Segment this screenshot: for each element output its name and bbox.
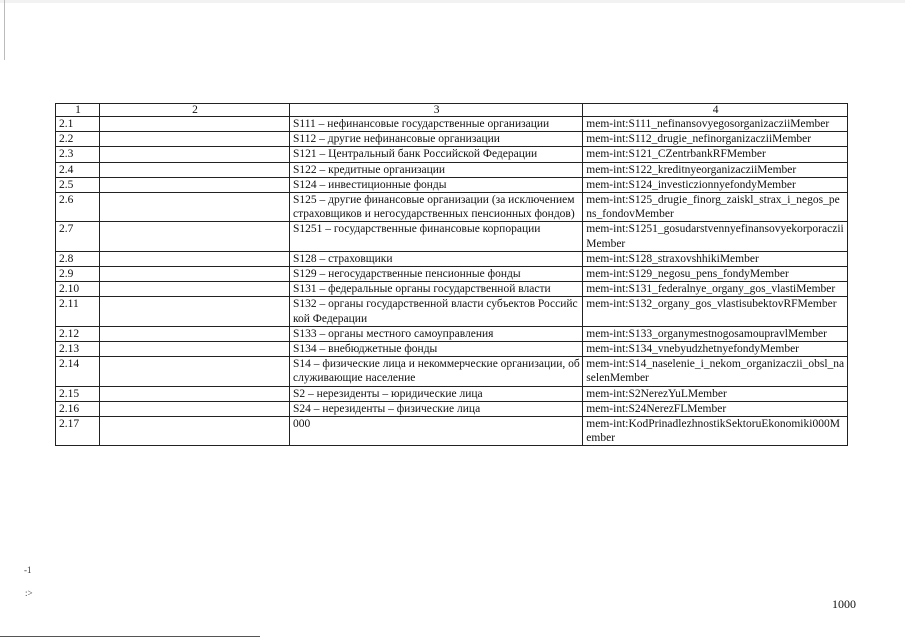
table-row: [56, 386, 848, 401]
col2-cell: [99, 417, 289, 446]
member-code-cell: mem-int:S2NerezYuLMember: [583, 386, 848, 401]
sector-name-cell: S128 – страховщики: [290, 251, 583, 266]
table-row: [56, 267, 848, 282]
col2-cell: [99, 132, 289, 147]
header-row: [56, 104, 848, 117]
col2-cell: [99, 357, 289, 386]
member-code-cell: mem-int:S131_federalnye_organy_gos_vlastiMember: [583, 282, 848, 297]
member-code-cell: mem-int:S125_drugie_finorg_zaiskl_strax_i_negos_pens_fondovMember: [583, 193, 848, 222]
member-code-cell: mem-int:S128_straxovshhikiMember: [583, 251, 848, 266]
margin-mark: -1: [24, 565, 32, 575]
row-number-cell: 2.6: [56, 193, 100, 222]
row-number-cell: 2.8: [56, 251, 100, 266]
row-number-cell: 2.16: [56, 401, 100, 416]
sector-name-cell: S14 – физические лица и некоммерческие организации, обслуживающие население: [290, 357, 583, 386]
sector-name-cell: S132 – органы государственной власти субъектов Российской Федерации: [290, 297, 583, 326]
sector-name-cell: S124 – инвестиционные фонды: [290, 177, 583, 192]
scan-edge-bottom: [0, 636, 260, 637]
scan-edge-top: [0, 0, 905, 3]
table-row: [56, 117, 848, 132]
sector-name-cell: S134 – внебюджетные фонды: [290, 342, 583, 357]
sector-name-cell: S112 – другие нефинансовые организации: [290, 132, 583, 147]
member-code-cell: mem-int:S124_investiczionnyefondyMember: [583, 177, 848, 192]
sector-name-cell: S122 – кредитные организации: [290, 162, 583, 177]
col2-cell: [99, 282, 289, 297]
row-number-cell: 2.9: [56, 267, 100, 282]
table-row: [56, 177, 848, 192]
sector-name-cell: S131 – федеральные органы государственной власти: [290, 282, 583, 297]
table-row: [56, 401, 848, 416]
row-number-cell: 2.14: [56, 357, 100, 386]
col2-cell: [99, 251, 289, 266]
row-number-cell: 2.1: [56, 117, 100, 132]
member-code-cell: mem-int:KodPrinadlezhnostikSektoruEkonomiki000Member: [583, 417, 848, 446]
row-number-cell: 2.10: [56, 282, 100, 297]
col2-cell: [99, 117, 289, 132]
sector-name-cell: S111 – нефинансовые государственные организации: [290, 117, 583, 132]
row-number-cell: 2.17: [56, 417, 100, 446]
document-table: [55, 103, 848, 446]
table-row: [56, 297, 848, 326]
header-cell-3: 3: [290, 104, 583, 117]
table-row: [56, 147, 848, 162]
sector-name-cell: 000: [290, 417, 583, 446]
row-number-cell: 2.3: [56, 147, 100, 162]
col2-cell: [99, 386, 289, 401]
member-code-cell: mem-int:S111_nefinansovyegosorganizacziiMember: [583, 117, 848, 132]
table-row: [56, 193, 848, 222]
scan-edge-left: [4, 0, 5, 60]
row-number-cell: 2.13: [56, 342, 100, 357]
table-body: [56, 117, 848, 446]
row-number-cell: 2.4: [56, 162, 100, 177]
table-row: [56, 357, 848, 386]
table-row: [56, 132, 848, 147]
row-number-cell: 2.7: [56, 222, 100, 251]
row-number-cell: 2.12: [56, 326, 100, 341]
table-row: [56, 417, 848, 446]
member-code-cell: mem-int:S129_negosu_pens_fondyMember: [583, 267, 848, 282]
sector-name-cell: S2 – нерезиденты – юридические лица: [290, 386, 583, 401]
header-cell-1: 1: [56, 104, 100, 117]
sector-name-cell: S121 – Центральный банк Российской Федерации: [290, 147, 583, 162]
col2-cell: [99, 297, 289, 326]
table-row: [56, 342, 848, 357]
table-row: [56, 326, 848, 341]
header-cell-2: 2: [99, 104, 289, 117]
header-cell-4: 4: [583, 104, 848, 117]
table-row: [56, 222, 848, 251]
table-row: [56, 162, 848, 177]
row-number-cell: 2.2: [56, 132, 100, 147]
col2-cell: [99, 193, 289, 222]
col2-cell: [99, 177, 289, 192]
col2-cell: [99, 222, 289, 251]
sector-name-cell: S133 – органы местного самоуправления: [290, 326, 583, 341]
col2-cell: [99, 162, 289, 177]
margin-mark: :>: [25, 588, 33, 598]
member-code-cell: mem-int:S24NerezFLMember: [583, 401, 848, 416]
sector-name-cell: S125 – другие финансовые организации (за исключением страховщиков и негосударственных пенсионных фондов): [290, 193, 583, 222]
col2-cell: [99, 326, 289, 341]
member-code-cell: mem-int:S1251_gosudarstvennyefinansovyekorporacziiMember: [583, 222, 848, 251]
member-code-cell: mem-int:S121_CZentrbankRFMember: [583, 147, 848, 162]
member-code-cell: mem-int:S14_naselenie_i_nekom_organizaczii_obsl_naselenMember: [583, 357, 848, 386]
sector-name-cell: S1251 – государственные финансовые корпорации: [290, 222, 583, 251]
col2-cell: [99, 342, 289, 357]
member-code-cell: mem-int:S134_vnebyudzhetnyefondyMember: [583, 342, 848, 357]
col2-cell: [99, 147, 289, 162]
member-code-cell: mem-int:S112_drugie_nefinorganizacziiMember: [583, 132, 848, 147]
row-number-cell: 2.5: [56, 177, 100, 192]
sector-name-cell: S129 – негосударственные пенсионные фонды: [290, 267, 583, 282]
page-number: 1000: [832, 597, 856, 611]
col2-cell: [99, 267, 289, 282]
sector-name-cell: S24 – нерезиденты – физические лица: [290, 401, 583, 416]
row-number-cell: 2.11: [56, 297, 100, 326]
col2-cell: [99, 401, 289, 416]
table-row: [56, 282, 848, 297]
member-code-cell: mem-int:S132_organy_gos_vlastisubektovRFMember: [583, 297, 848, 326]
row-number-cell: 2.15: [56, 386, 100, 401]
member-code-cell: mem-int:S133_organymestnogosamoupravlMember: [583, 326, 848, 341]
table-row: [56, 251, 848, 266]
member-code-cell: mem-int:S122_kreditnyeorganizacziiMember: [583, 162, 848, 177]
